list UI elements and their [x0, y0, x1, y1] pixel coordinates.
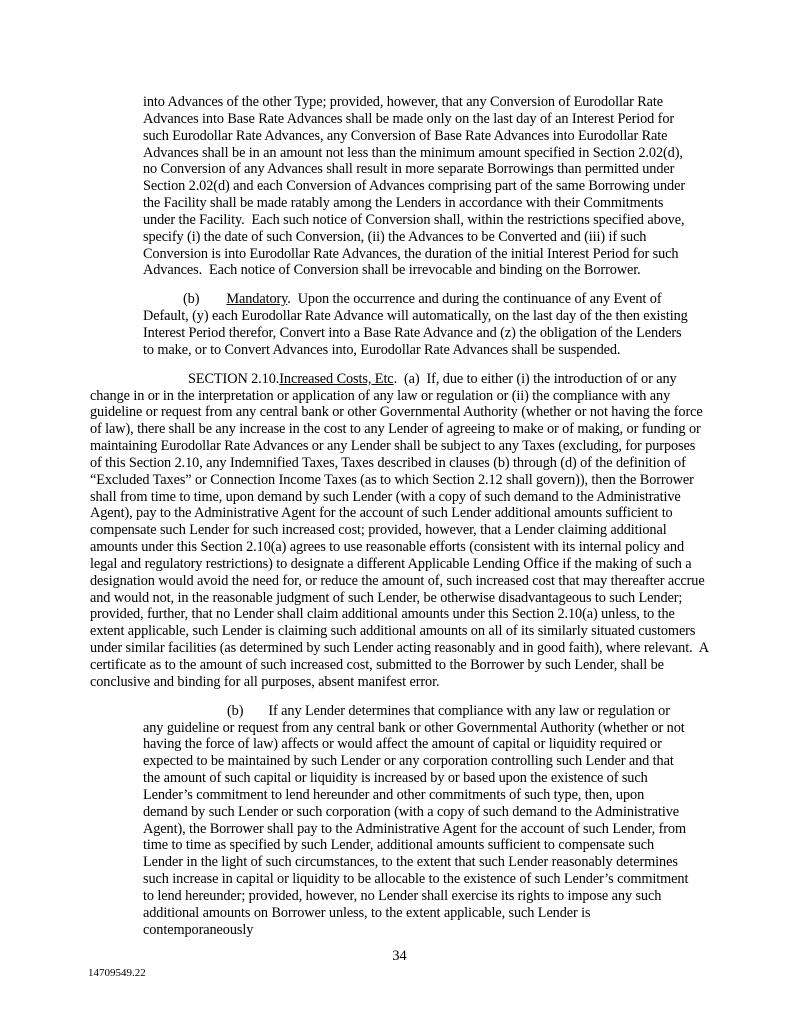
paragraph-capital-adequacy	[143, 703, 690, 939]
clause-b-label: (b)	[183, 291, 200, 308]
paragraph-section-2-10	[90, 370, 712, 691]
clause-body-text: . Upon the occurrence and during the continuance of any Event of Default, (y) each Eurodollar Rate Advance will automatically, on the last day of the then existing Interest Period therefor, Convert into a Base Rate Advance and (z) the obligation of the Lenders to make, or to Convert Advances into, Eurodollar Rate Advances shall be suspended.	[143, 291, 692, 358]
page-number: 34	[392, 948, 407, 964]
paragraph-mandatory	[143, 291, 690, 358]
section-number-label: SECTION 2.10.	[188, 370, 280, 387]
section-heading-increased-costs: Increased Costs, Etc	[279, 370, 394, 387]
document-id-footer: 14709549.22	[88, 967, 146, 979]
section-body-text: . (a) If, due to either (i) the introduction of or any change in or in the interpretation or application of any law or regulation or (ii) the compliance with any guideline or request from any central bank or other Governmental Authority (whether or not having the force of law), there shall be any increase in the cost to any Lender of agreeing to make or of making, or funding or maintaining Eurodollar Rate Advances or any Lender shall be subject to any Taxes (excluding, for purposes of this Section 2.10, any Indemnified Taxes, Taxes described in clauses (b) through (d) of the definition of “Excluded Taxes” or Connection Income Taxes (as to which Section 2.12 shall govern)), then the Borrower shall from time to time, upon demand by such Lender (with a copy of such demand to the Administrative Agent), pay to the Administrative Agent for the account of such Lender additional amounts sufficient to compensate such Lender for such increased cost; provided, however, that a Lender claiming additional amounts under this Section 2.10(a) agrees to use reasonable efforts (consistent with its internal policy and legal and regulatory restrictions) to designate a different Applicable Lending Office if the making of such a designation would avoid the need for, or reduce the amount of, such increased cost that may thereafter accrue and would not, in the reasonable judgment of such Lender, be otherwise disadvantageous to such Lender; provided, further, that no Lender shall claim additional amounts under this Section 2.10(a) unless, to the extent applicable, such Lender is claiming such additional amounts on all of its similarly situated customers under similar facilities (as determined by such Lender acting reasonably and in good faith), where relevant. A certificate as to the amount of such increased cost, submitted to the Borrower by such Lender, shall be conclusive and binding for all purposes, absent manifest error.	[90, 370, 712, 690]
clause-heading-mandatory: Mandatory	[226, 291, 288, 308]
paragraph-conversion-rules: into Advances of the other Type; provided, however, that any Conversion of Eurodollar Rate Advances into Base Rate Advances shall be made only on the last day of an Interest Period for such Eurodollar Rate Advances, any Conversion of Base Rate Advances into Eurodollar Rate Advances shall be in an amount not less than the minimum amount specified in Section 2.02(d), no Conversion of any Advances shall result in more separate Borrowings than permitted under Section 2.02(d) and each Conversion of Advances comprising part of the same Borrowing under the Facility shall be made ratably among the Lenders in accordance with their Commitments under the Facility. Each such notice of Conversion shall, within the restrictions specified above, specify (i) the date of such Conversion, (ii) the Advances to be Converted and (iii) if such Conversion is into Eurodollar Rate Advances, the duration of the initial Interest Period for such Advances. Each notice of Conversion shall be irrevocable and binding on the Borrower.	[143, 94, 689, 279]
clause-body-text: If any Lender determines that compliance with any law or regulation or any guideline or request from any central bank or other Governmental Authority (whether or not having the force of law) affects or would affect the amount of capital or liquidity required or expected to be maintained by such Lender or any corporation controlling such Lender and that the amount of such capital or liquidity is increased by or based upon the existence of such Lender’s commitment to lend hereunder and other commitments of such type, then, upon demand by such Lender or such corporation (with a copy of such demand to the Administrative Agent), the Borrower shall pay to the Administrative Agent for the account of such Lender, from time to time as specified by such Lender, additional amounts sufficient to compensate such Lender in the light of such circumstances, to the extent that such Lender reasonably determines such increase in capital or liquidity to be allocable to the existence of such Lender’s commitment to lend hereunder; provided, however, no Lender shall exercise its rights to impose any such additional amounts on Borrower unless, to the extent applicable, such Lender is contemporaneously	[143, 702, 692, 938]
clause-b-label: (b)	[227, 702, 244, 719]
